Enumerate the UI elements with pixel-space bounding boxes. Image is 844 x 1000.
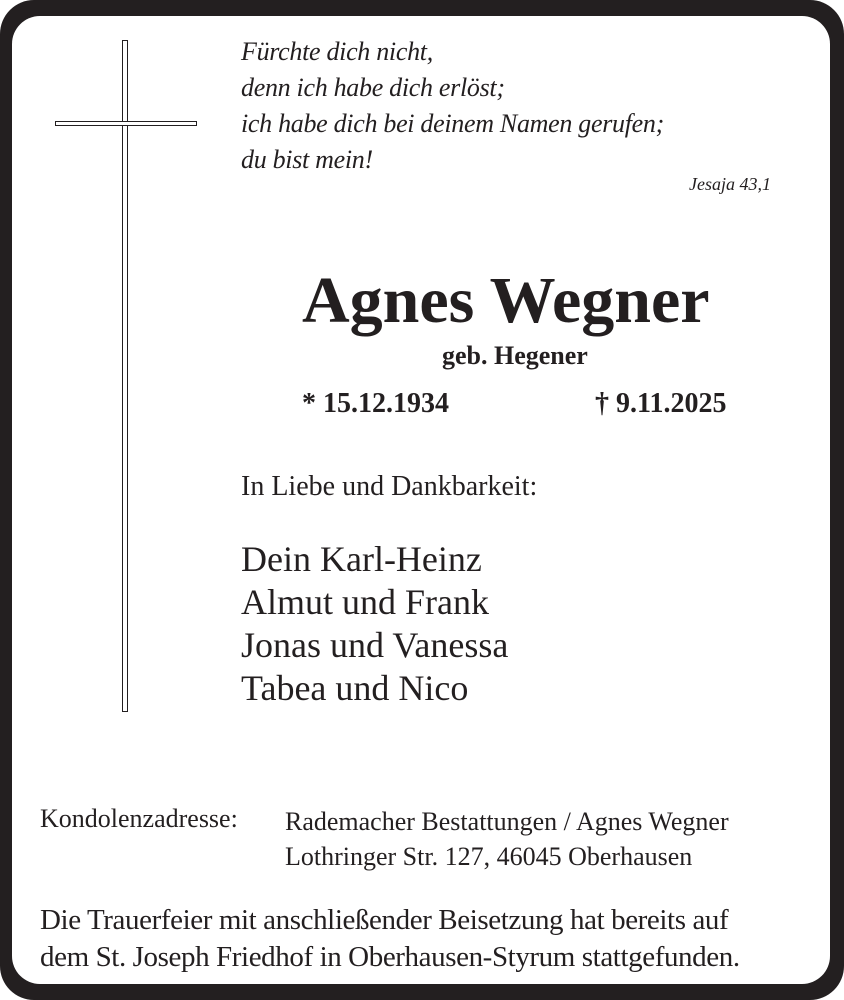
mourner: Tabea und Nico	[241, 668, 469, 708]
funeral-notice	[40, 902, 740, 976]
dedication-text: In Liebe und Dankbarkeit:	[241, 471, 538, 502]
address-line: Rademacher Bestattungen / Agnes Wegner	[285, 807, 729, 836]
notice-line: dem St. Joseph Friedhof in Oberhausen-Styrum stattgefunden.	[40, 941, 740, 973]
mourners-list	[241, 538, 508, 710]
verse-reference: Jesaja 43,1	[689, 174, 771, 194]
condolence-address	[285, 804, 729, 874]
verse-line: denn ich habe dich erlöst;	[241, 73, 505, 102]
verse-line: ich habe dich bei deinem Namen gerufen;	[241, 109, 664, 138]
birth-name: geb. Hegener	[442, 341, 588, 370]
condolence-label: Kondolenzadresse:	[40, 804, 238, 833]
notice-line: Die Trauerfeier mit anschließender Beisetzung hat bereits auf	[40, 904, 729, 936]
mourner: Jonas und Vanessa	[241, 625, 509, 665]
verse-line: Fürchte dich nicht,	[241, 37, 433, 66]
mourner: Almut und Frank	[241, 582, 489, 622]
birth-date: * 15.12.1934	[302, 388, 449, 419]
address-line: Lothringer Str. 127, 46045 Oberhausen	[285, 842, 693, 871]
bible-verse	[241, 34, 664, 178]
cross-icon-bar	[55, 121, 197, 126]
cross-icon	[122, 40, 128, 712]
death-date: † 9.11.2025	[595, 388, 727, 419]
obituary-card	[12, 16, 830, 984]
deceased-name: Agnes Wegner	[302, 264, 710, 337]
verse-line: du bist mein!	[241, 145, 373, 174]
mourner: Dein Karl-Heinz	[241, 539, 482, 579]
